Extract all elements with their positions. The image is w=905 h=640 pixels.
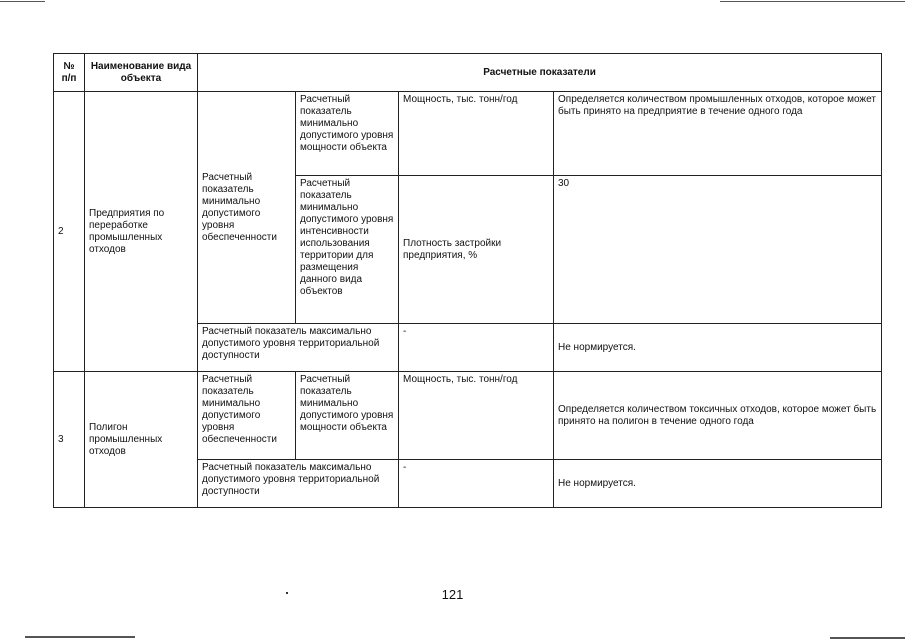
indicator-label: Расчетный показатель минимально допустимого уровня интенсивности использования территории для размещения данного вида объектов (296, 176, 399, 324)
table-row (54, 92, 882, 176)
object-name: Предприятия по переработке промышленных отходов (85, 92, 198, 372)
indicator-value: Определяется количеством промышленных отходов, которое может быть принято на предприятие в течение одного года (554, 92, 882, 176)
indicators-table (53, 53, 882, 508)
indicator-value: 30 (554, 176, 882, 324)
indicator-label: Расчетный показатель минимально допустимого уровня мощности объекта (296, 372, 399, 460)
row-number: 3 (54, 372, 85, 508)
indicator-unit: Мощность, тыс. тонн/год (399, 372, 554, 460)
indicator-label: Расчетный показатель минимально допустимого уровня мощности объекта (296, 92, 399, 176)
header-num: № п/п (54, 54, 85, 92)
indicator-unit: Мощность, тыс. тонн/год (399, 92, 554, 176)
access-value: Не нормируется. (554, 324, 882, 372)
scan-edge-bottom-right (830, 637, 905, 639)
object-name: Полигон промышленных отходов (85, 372, 198, 508)
table-header-row (54, 54, 882, 92)
table-row (54, 372, 882, 460)
indicator-unit: Плотность застройки предприятия, % (399, 176, 554, 324)
header-calc: Расчетные показатели (198, 54, 882, 92)
scan-edge-bottom-left (25, 636, 135, 638)
indicator-group: Расчетный показатель минимально допустимого уровня обеспеченности (198, 92, 296, 324)
access-label: Расчетный показатель максимально допустимого уровня территориальной доступности (198, 324, 399, 372)
row-number: 2 (54, 92, 85, 372)
access-value: Не нормируется. (554, 460, 882, 508)
header-name: Наименование вида объекта (85, 54, 198, 92)
access-unit: - (399, 460, 554, 508)
access-label: Расчетный показатель максимально допустимого уровня территориальной доступности (198, 460, 399, 508)
indicator-value: Определяется количеством токсичных отходов, которое может быть принято на полигон в течение одного года (554, 372, 882, 460)
scan-edge-top-right (720, 1, 905, 2)
access-unit: - (399, 324, 554, 372)
indicator-group: Расчетный показатель минимально допустимого уровня обеспеченности (198, 372, 296, 460)
page-number: 121 (441, 587, 464, 602)
scan-edge-top-left (0, 1, 45, 2)
